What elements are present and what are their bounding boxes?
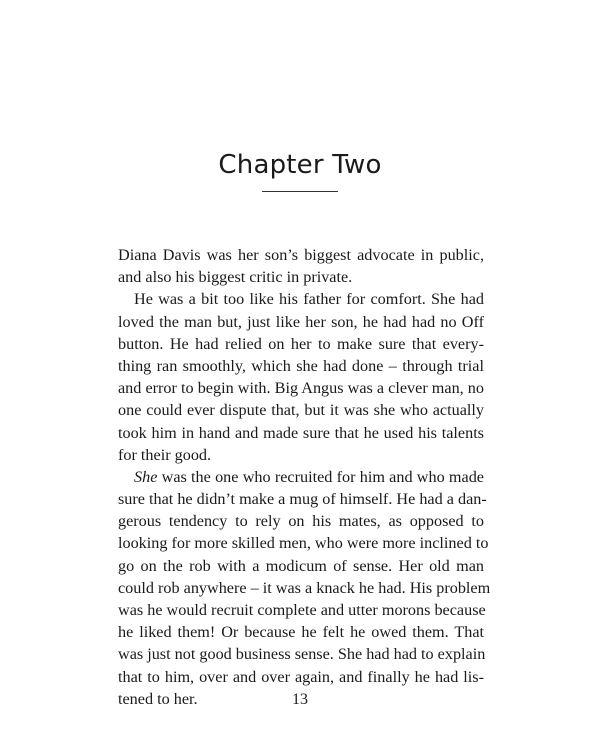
text-line: button. He had relied on her to make sure that every- [118, 334, 484, 353]
text-line [118, 466, 484, 488]
text-line: was just not good business sense. She had had to explain [118, 645, 486, 664]
paragraph-1 [118, 244, 484, 288]
text-line: gerous tendency to rely on his mates, as opposed to [118, 512, 484, 531]
text-line: Diana Davis was her son’s biggest advocate in public, [118, 246, 484, 264]
text-line: and also his biggest critic in private. [118, 268, 353, 287]
paragraph-2 [118, 288, 484, 466]
text-line: took him in hand and made sure that he used his talents [118, 423, 484, 442]
text-line: that to him, over and over again, and finally he had lis- [118, 667, 484, 686]
paragraph-3 [118, 466, 491, 710]
text-line: and error to begin with. Big Angus was a clever man, no [118, 379, 484, 398]
page-number: 13 [292, 691, 308, 708]
text-line: loved the man but, just like her son, he had had no Off [118, 312, 484, 331]
text-line: one could ever dispute that, but it was she who actually [118, 401, 484, 420]
title-divider [262, 191, 338, 192]
chapter-body [118, 244, 491, 710]
text-line: tened to her. [118, 689, 198, 708]
text-line: go on the rob with a modicum of sense. Her old man [118, 556, 484, 575]
text-line: he liked them! Or because he felt he owed them. That [118, 623, 484, 642]
text-fragment: was the one who recruited for him and who made [157, 467, 484, 486]
text-line: sure that he didn’t make a mug of himself. He had a dan- [118, 490, 487, 509]
text-line: thing ran smoothly, which she had done – through trial [118, 356, 484, 375]
text-line: could rob anywhere – it was a knack he had. His problem [118, 578, 491, 597]
text-line: He was a bit too like his father for comfort. She had [134, 290, 484, 309]
chapter-title: Chapter Two [218, 150, 382, 180]
text-line: was he would recruit complete and utter morons because [118, 601, 486, 619]
text-line: looking for more skilled men, who were more inclined to [118, 534, 489, 553]
italic-word: She [134, 467, 158, 486]
text-line: for their good. [118, 445, 212, 464]
